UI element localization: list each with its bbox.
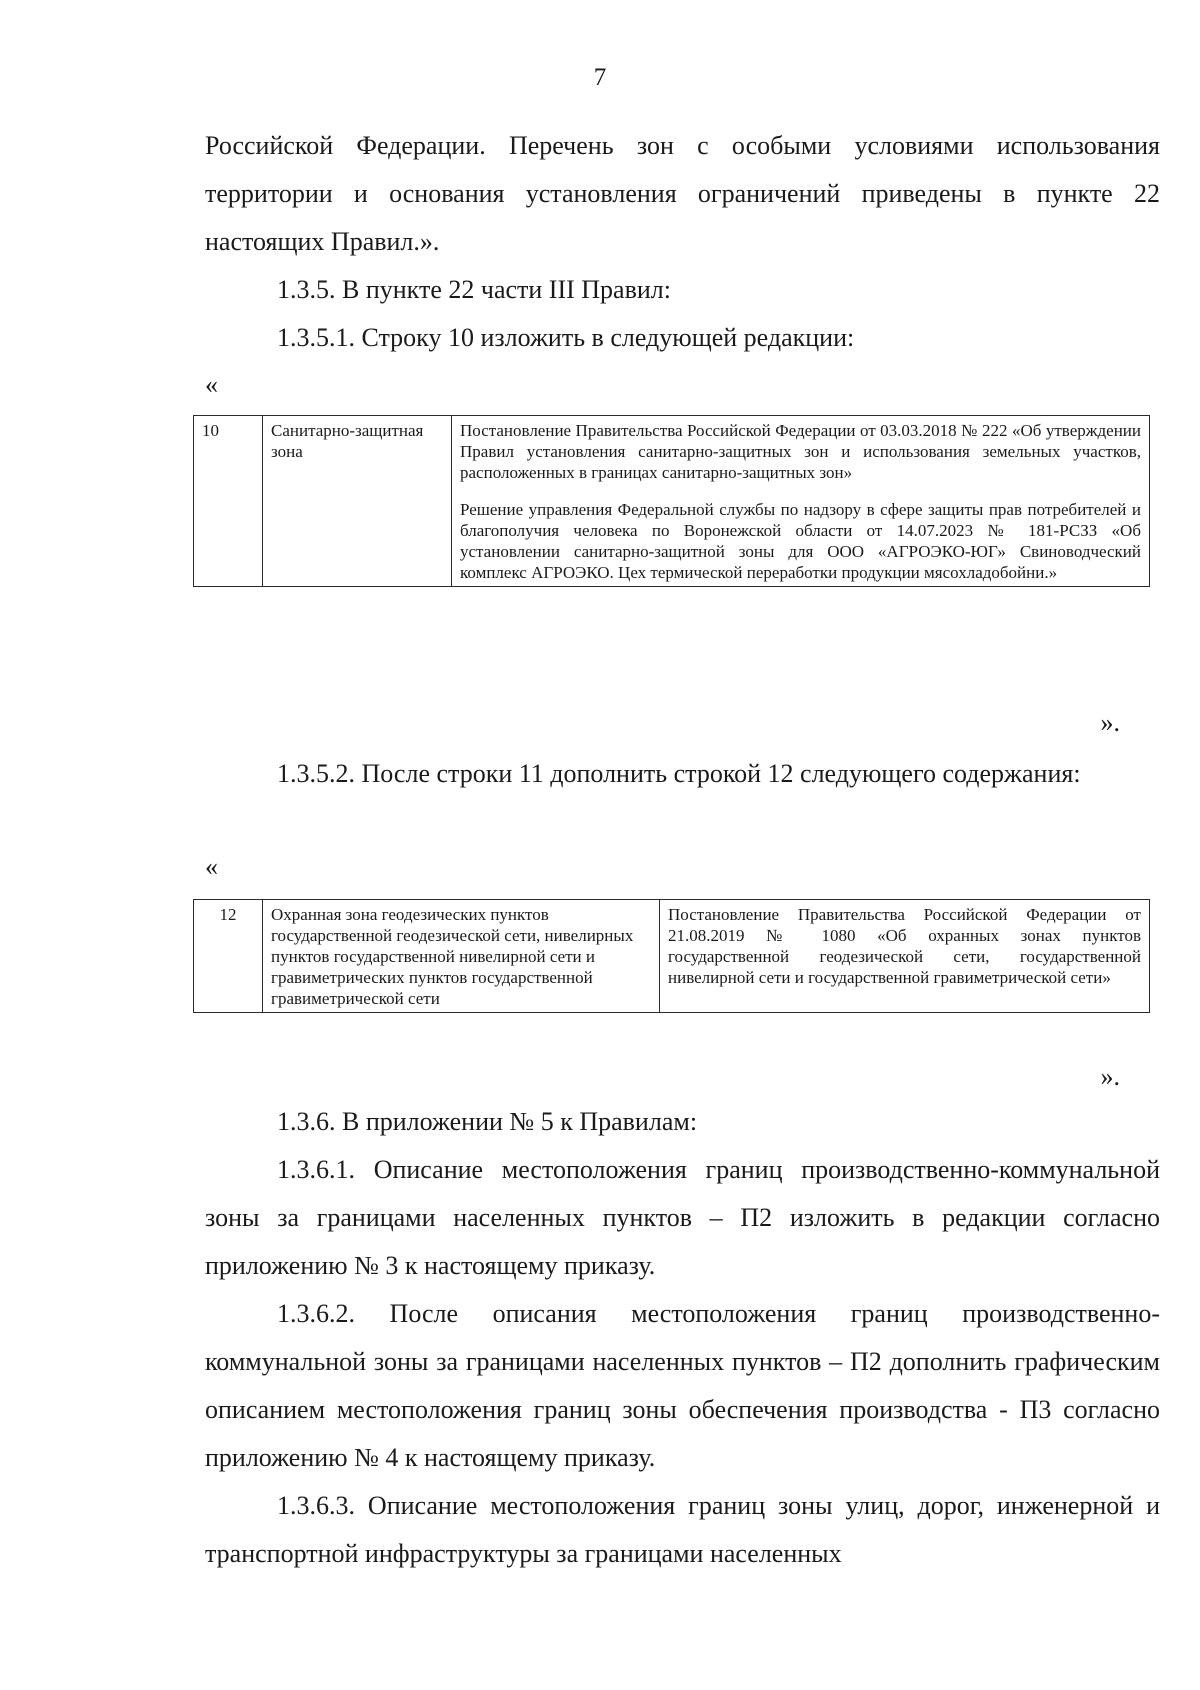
page-number: 7 [593,64,607,91]
amendment-table-row-10 [193,415,1150,587]
closing-quote-1: ». [1100,708,1120,737]
table-row [194,416,1150,587]
amendment-table-row-12 [193,899,1150,1013]
basis-cell: Постановление Правительства Российской Федерации от 21.08.2019 № 1080 «Об охранных зонах пунктов государственной геодезической сети, государственной нивелирной сети и государственной гравиметрической сети» [660,900,1150,1013]
paragraph-1-3-6-2: 1.3.6.2. После описания местоположения границ производственно-коммунальной зоны за границами населенных пунктов – П2 дополнить графическим описанием местоположения границ зоны обеспечения производства - П3 согласно приложению № 4 к настоящему приказу. [205,1299,1160,1472]
basis-text-1: Постановление Правительства Российской Федерации от 03.03.2018 № 222 «Об утверждении Правил установления санитарно-защитных зон и использования земельных участков, расположенных в границах санитарно-защитных зон» [460,421,1141,482]
row-number-cell: 12 [194,900,263,1013]
opening-quote-1: « [205,370,218,399]
paragraph-1-3-6-3: 1.3.6.3. Описание местоположения границ зоны улиц, дорог, инженерной и транспортной инфраструктуры за границами населенных [205,1491,1160,1568]
zone-name-cell: Санитарно-защитная зона [263,416,452,587]
paragraph-1-3-5-2: 1.3.5.2. После строки 11 дополнить строкой 12 следующего содержания: [277,759,1081,788]
row-number-cell: 10 [194,416,263,587]
opening-quote-2: « [205,852,218,881]
paragraph-1-3-5-1: 1.3.5.1. Строку 10 изложить в следующей редакции: [277,323,855,352]
paragraph-1-3-6-1: 1.3.6.1. Описание местоположения границ производственно-коммунальной зоны за границами населенных пунктов – П2 изложить в редакции согласно приложению № 3 к настоящему приказу. [205,1155,1160,1280]
basis-cell [452,416,1150,587]
paragraph-1-3-6: 1.3.6. В приложении № 5 к Правилам: [277,1107,698,1136]
zone-name-cell: Охранная зона геодезических пунктов государственной геодезической сети, нивелирных пунктов государственной нивелирной сети и гравиметрических пунктов государственной гравиметрической сети [263,900,660,1013]
basis-text-2: Решение управления Федеральной службы по надзору в сфере защиты прав потребителей и благополучия человека по Воронежской области от 14.07.2023 № 181-РСЗЗ «Об установлении санитарно-защитной зоны для ООО «АГРОЭКО-ЮГ» Свиноводческий комплекс АГРОЭКО. Цех термической переработки продукции мясохладобойни.» [460,500,1141,582]
table-row [194,900,1150,1013]
paragraph-intro: Российской Федерации. Перечень зон с особыми условиями использования территории и основания установления ограничений приведены в пункте 22 настоящих Правил.». [205,131,1160,256]
paragraph-1-3-5: 1.3.5. В пункте 22 части III Правил: [277,275,671,304]
closing-quote-2: ». [1100,1062,1120,1091]
